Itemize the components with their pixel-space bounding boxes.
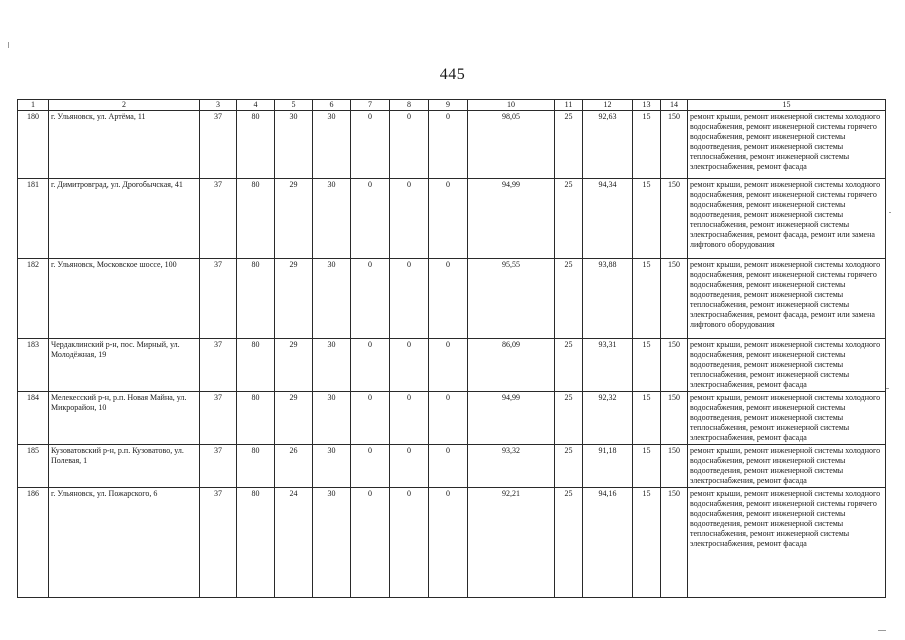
value-cell-col-4: 80 (237, 445, 275, 488)
column-header: 6 (313, 100, 351, 111)
value-cell-col-9: 0 (429, 392, 468, 445)
value-cell-col-10: 98,05 (468, 111, 555, 179)
value-cell-col-9: 0 (429, 488, 468, 598)
value-cell-col-7: 0 (351, 339, 390, 392)
column-header: 10 (468, 100, 555, 111)
column-header: 8 (390, 100, 429, 111)
works-cell: ремонт крыши, ремонт инженерной системы холодного водоснабжения, ремонт инженерной системы горячего водоснабжения, ремонт инженерной системы водоотведения, ремонт инженерной системы теплоснабжения, ремонт инженерной системы электроснабжения, ремонт фасада (688, 111, 886, 179)
table-row (18, 488, 886, 598)
value-cell-col-10: 95,55 (468, 259, 555, 339)
value-cell-col-6: 30 (313, 111, 351, 179)
column-header: 9 (429, 100, 468, 111)
value-cell-col-4: 80 (237, 392, 275, 445)
column-header: 4 (237, 100, 275, 111)
works-cell: ремонт крыши, ремонт инженерной системы холодного водоснабжения, ремонт инженерной системы водоотведения, ремонт инженерной системы теплоснабжения, ремонт инженерной системы электроснабжения, ремонт фасада (688, 392, 886, 445)
value-cell-col-12: 93,31 (583, 339, 633, 392)
column-header: 11 (555, 100, 583, 111)
value-cell-col-7: 0 (351, 111, 390, 179)
value-cell-col-3: 37 (200, 392, 237, 445)
header-row (18, 100, 886, 111)
value-cell-col-8: 0 (390, 445, 429, 488)
value-cell-col-10: 94,99 (468, 179, 555, 259)
value-cell-col-5: 29 (275, 259, 313, 339)
value-cell-col-11: 25 (555, 259, 583, 339)
value-cell-col-8: 0 (390, 179, 429, 259)
value-cell-col-4: 80 (237, 179, 275, 259)
value-cell-col-13: 15 (633, 392, 661, 445)
value-cell-col-3: 37 (200, 111, 237, 179)
value-cell-col-7: 0 (351, 445, 390, 488)
value-cell-col-13: 15 (633, 339, 661, 392)
scan-speck (878, 630, 886, 631)
column-header: 2 (49, 100, 200, 111)
scan-speck (889, 212, 891, 213)
value-cell-col-7: 0 (351, 259, 390, 339)
value-cell-col-11: 25 (555, 392, 583, 445)
value-cell-col-6: 30 (313, 179, 351, 259)
value-cell-col-9: 0 (429, 179, 468, 259)
value-cell-col-5: 30 (275, 111, 313, 179)
page-number: 445 (439, 66, 466, 83)
value-cell-col-9: 0 (429, 259, 468, 339)
column-header: 14 (661, 100, 688, 111)
value-cell-col-3: 37 (200, 259, 237, 339)
value-cell-col-13: 15 (633, 111, 661, 179)
value-cell-col-8: 0 (390, 392, 429, 445)
address-cell: г. Ульяновск, ул. Пожарского, 6 (49, 488, 200, 598)
value-cell-col-5: 29 (275, 179, 313, 259)
scan-speck (8, 42, 9, 48)
value-cell-col-8: 0 (390, 259, 429, 339)
value-cell-col-7: 0 (351, 179, 390, 259)
value-cell-col-12: 93,88 (583, 259, 633, 339)
address-cell: Чердаклинский р-н, пос. Мирный, ул. Молодёжная, 19 (49, 339, 200, 392)
value-cell-col-11: 25 (555, 339, 583, 392)
value-cell-col-6: 30 (313, 259, 351, 339)
column-header: 5 (275, 100, 313, 111)
value-cell-col-14: 150 (661, 339, 688, 392)
value-cell-col-9: 0 (429, 339, 468, 392)
address-cell: Мелекесский р-н, р.п. Новая Майна, ул. Микрорайон, 10 (49, 392, 200, 445)
value-cell-col-10: 92,21 (468, 488, 555, 598)
table-row (18, 445, 886, 488)
value-cell-col-11: 25 (555, 445, 583, 488)
value-cell-col-3: 37 (200, 445, 237, 488)
value-cell-col-5: 26 (275, 445, 313, 488)
value-cell-col-13: 15 (633, 488, 661, 598)
value-cell-col-12: 94,16 (583, 488, 633, 598)
column-header: 1 (18, 100, 49, 111)
value-cell-col-9: 0 (429, 111, 468, 179)
column-header: 15 (688, 100, 886, 111)
value-cell-col-13: 15 (633, 259, 661, 339)
value-cell-col-14: 150 (661, 111, 688, 179)
address-cell: г. Димитровград, ул. Дрогобычская, 41 (49, 179, 200, 259)
value-cell-col-5: 24 (275, 488, 313, 598)
scan-speck (886, 388, 889, 389)
column-header: 7 (351, 100, 390, 111)
address-cell: г. Ульяновск, ул. Артёма, 11 (49, 111, 200, 179)
value-cell-col-14: 150 (661, 259, 688, 339)
value-cell-col-7: 0 (351, 392, 390, 445)
value-cell-col-14: 150 (661, 392, 688, 445)
value-cell-col-13: 15 (633, 445, 661, 488)
value-cell-col-10: 94,99 (468, 392, 555, 445)
value-cell-col-11: 25 (555, 488, 583, 598)
value-cell-col-10: 93,32 (468, 445, 555, 488)
table-row (18, 259, 886, 339)
value-cell-col-4: 80 (237, 339, 275, 392)
value-cell-col-6: 30 (313, 445, 351, 488)
address-cell: г. Ульяновск, Московское шоссе, 100 (49, 259, 200, 339)
value-cell-col-5: 29 (275, 339, 313, 392)
works-cell: ремонт крыши, ремонт инженерной системы холодного водоснабжения, ремонт инженерной системы водоотведения, ремонт инженерной системы теплоснабжения, ремонт инженерной системы электроснабжения, ремонт фасада (688, 339, 886, 392)
value-cell-col-6: 30 (313, 392, 351, 445)
value-cell-col-14: 150 (661, 179, 688, 259)
works-cell: ремонт крыши, ремонт инженерной системы холодного водоснабжения, ремонт инженерной системы водоотведения, ремонт инженерной системы электроснабжения, ремонт фасада (688, 445, 886, 488)
value-cell-col-8: 0 (390, 339, 429, 392)
works-cell: ремонт крыши, ремонт инженерной системы холодного водоснабжения, ремонт инженерной системы горячего водоснабжения, ремонт инженерной системы водоотведения, ремонт инженерной системы теплоснабжения, ремонт инженерной системы электроснабжения, ремонт фасада (688, 488, 886, 598)
value-cell-col-4: 80 (237, 259, 275, 339)
value-cell-col-6: 30 (313, 488, 351, 598)
value-cell-col-7: 0 (351, 488, 390, 598)
value-cell-col-9: 0 (429, 445, 468, 488)
value-cell-col-13: 15 (633, 179, 661, 259)
row-number: 182 (18, 259, 49, 339)
works-cell: ремонт крыши, ремонт инженерной системы холодного водоснабжения, ремонт инженерной системы горячего водоснабжения, ремонт инженерной системы водоотведения, ремонт инженерной системы теплоснабжения, ремонт инженерной системы электроснабжения, ремонт фасада, ремонт или замена лифтового оборудования (688, 179, 886, 259)
value-cell-col-8: 0 (390, 111, 429, 179)
table-row (18, 392, 886, 445)
works-cell: ремонт крыши, ремонт инженерной системы холодного водоснабжения, ремонт инженерной системы горячего водоснабжения, ремонт инженерной системы водоотведения, ремонт инженерной системы теплоснабжения, ремонт инженерной системы электроснабжения, ремонт фасада, ремонт или замена лифтового оборудования (688, 259, 886, 339)
row-number: 181 (18, 179, 49, 259)
value-cell-col-14: 150 (661, 445, 688, 488)
value-cell-col-12: 92,63 (583, 111, 633, 179)
value-cell-col-5: 29 (275, 392, 313, 445)
table-row (18, 111, 886, 179)
value-cell-col-10: 86,09 (468, 339, 555, 392)
value-cell-col-12: 91,18 (583, 445, 633, 488)
value-cell-col-11: 25 (555, 111, 583, 179)
value-cell-col-12: 92,32 (583, 392, 633, 445)
table-row (18, 339, 886, 392)
address-cell: Кузоватовский р-н, р.п. Кузоватово, ул. Полевая, 1 (49, 445, 200, 488)
row-number: 184 (18, 392, 49, 445)
row-number: 183 (18, 339, 49, 392)
value-cell-col-8: 0 (390, 488, 429, 598)
value-cell-col-11: 25 (555, 179, 583, 259)
value-cell-col-4: 80 (237, 488, 275, 598)
value-cell-col-12: 94,34 (583, 179, 633, 259)
column-header: 13 (633, 100, 661, 111)
value-cell-col-3: 37 (200, 179, 237, 259)
row-number: 180 (18, 111, 49, 179)
value-cell-col-14: 150 (661, 488, 688, 598)
column-header: 12 (583, 100, 633, 111)
register-table (17, 99, 886, 598)
value-cell-col-3: 37 (200, 339, 237, 392)
row-number: 186 (18, 488, 49, 598)
value-cell-col-3: 37 (200, 488, 237, 598)
value-cell-col-6: 30 (313, 339, 351, 392)
table-row (18, 179, 886, 259)
value-cell-col-4: 80 (237, 111, 275, 179)
row-number: 185 (18, 445, 49, 488)
column-header: 3 (200, 100, 237, 111)
